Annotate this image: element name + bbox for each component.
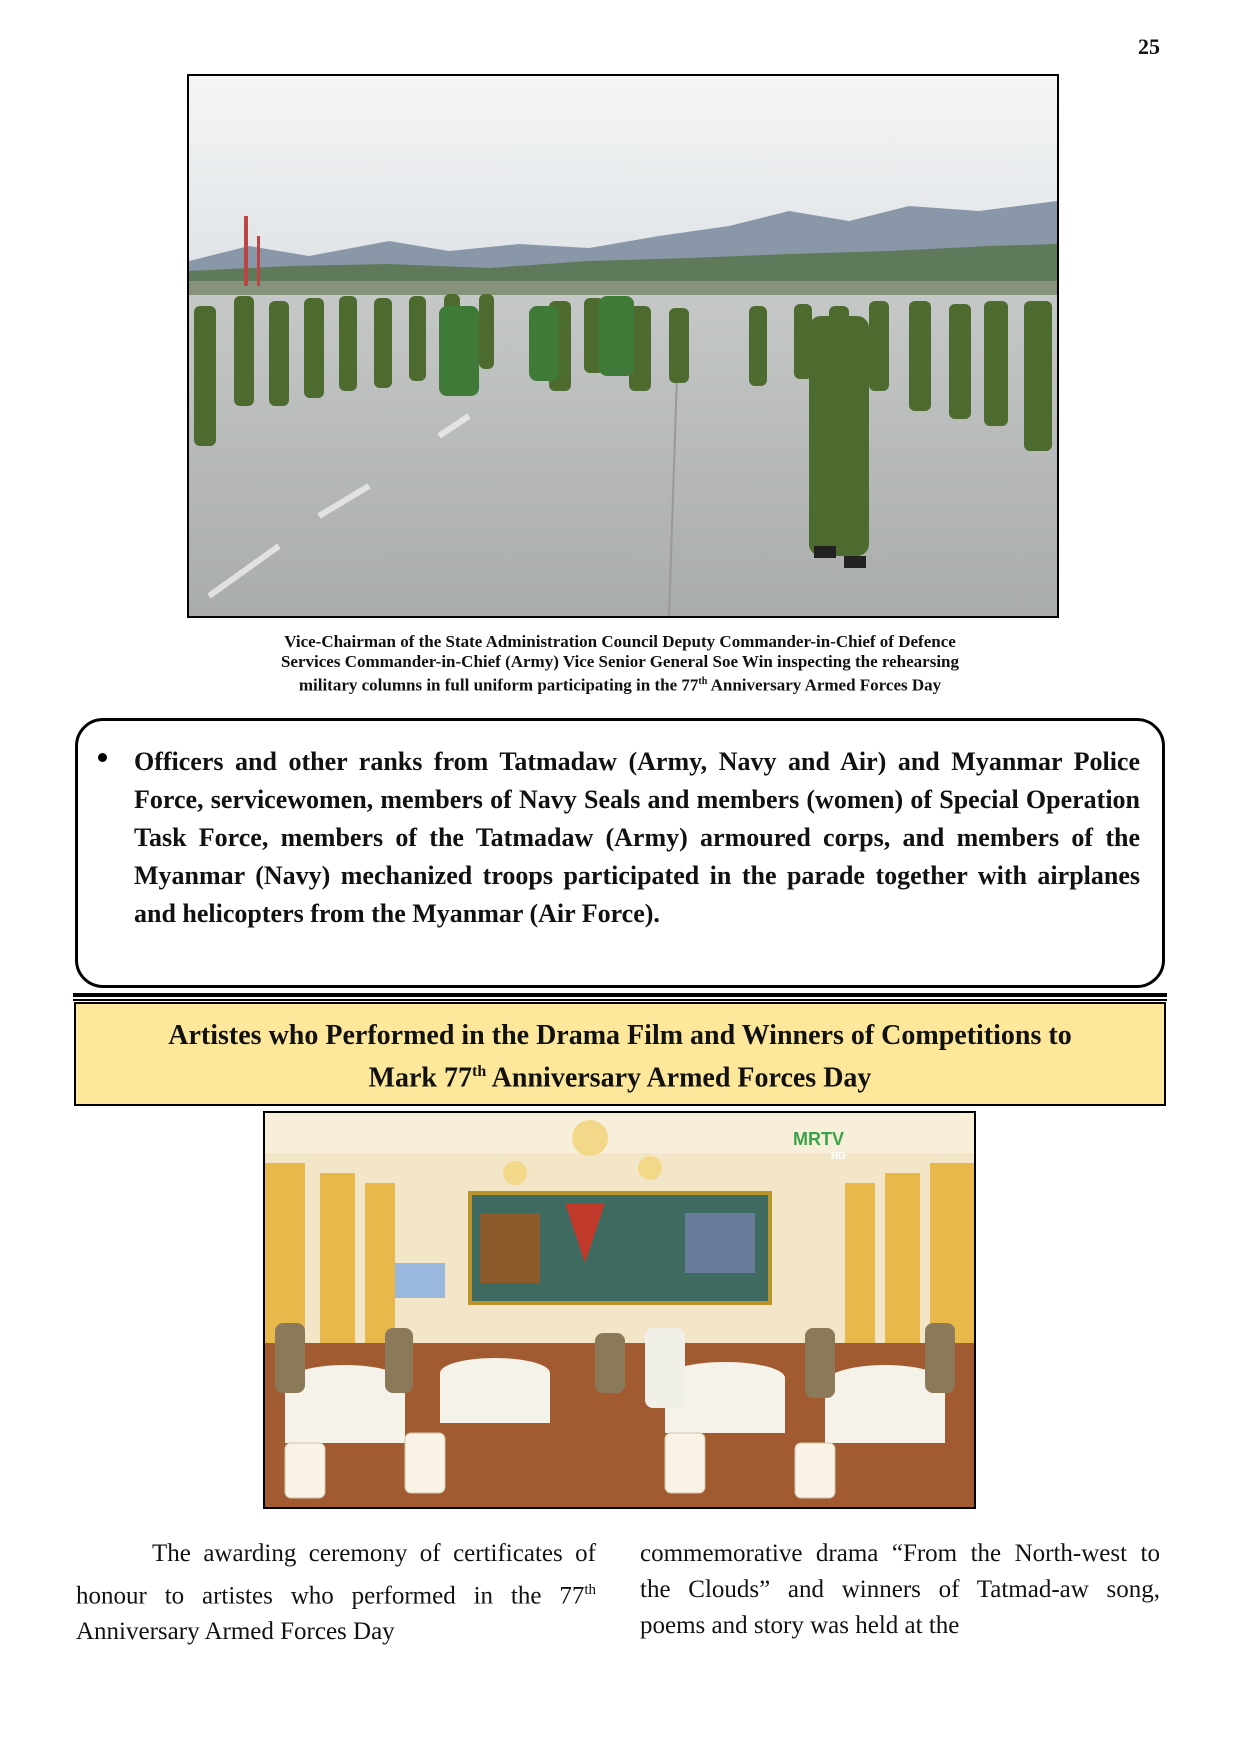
- caption-line-3-text: military columns in full uniform participating in the 77: [298, 675, 699, 695]
- caption-line-2: Services Commander-in-Chief (Army) Vice Senior General Soe Win inspecting the rehearsing: [280, 652, 960, 671]
- bullet-text: Officers and other ranks from Tatmadaw (Army, Navy and Air) and Myanmar Police Force, servicewomen, members of Navy Seals and members (women) of Special Operation Task Force, members of the Tatmadaw (Army) armoured corps, and members of the Myanmar (Navy) mechanized troops participated in the parade together with airplanes and helicopters from the Myanmar (Air Force).: [134, 747, 1140, 928]
- caption-line-3-text-end: Anniversary Armed Forces Day: [707, 675, 942, 695]
- mrtv-logo: MRTV: [793, 1129, 844, 1149]
- heading-line-2-text: Mark 77: [368, 1062, 472, 1094]
- section-heading-line-2: [76, 1054, 1164, 1096]
- parade-illustration: [189, 76, 1057, 616]
- section-heading-line-1: Artistes who Performed in the Drama Film and Winners of Competitions to: [168, 1020, 1072, 1051]
- caption-line-3: [150, 672, 1090, 696]
- body-column-left: [76, 1536, 596, 1650]
- bullet-icon: [98, 753, 107, 762]
- caption-line-1: Vice-Chairman of the State Administration Council Deputy Commander-in-Chief of Defence: [284, 632, 956, 651]
- section-divider-thin: [73, 999, 1167, 1001]
- caption-superscript: th: [698, 676, 708, 687]
- body-superscript: th: [584, 1582, 596, 1598]
- mrtv-logo-hd: HD: [831, 1151, 846, 1162]
- photo-caption: [150, 632, 1090, 696]
- military-parade-photo: [187, 74, 1059, 618]
- section-heading: [74, 1002, 1166, 1106]
- body-column-right: commemorative drama “From the North-west to the Clouds” and winners of Tatmad-aw song, poems and story was held at the: [640, 1540, 1160, 1639]
- heading-superscript: th: [471, 1063, 487, 1080]
- highlight-box: [75, 718, 1165, 988]
- section-divider: [73, 993, 1167, 997]
- body-left-text-end: Anniversary Armed Forces Day: [76, 1618, 395, 1646]
- heading-line-2-text-end: Anniversary Armed Forces Day: [486, 1062, 872, 1094]
- ceremony-hall-photo: [263, 1111, 976, 1509]
- ceremony-illustration: [265, 1113, 974, 1507]
- page-number: 25: [1138, 34, 1160, 59]
- body-left-text: The awarding ceremony of certificates of honour to artistes who performed in the 77: [76, 1540, 596, 1610]
